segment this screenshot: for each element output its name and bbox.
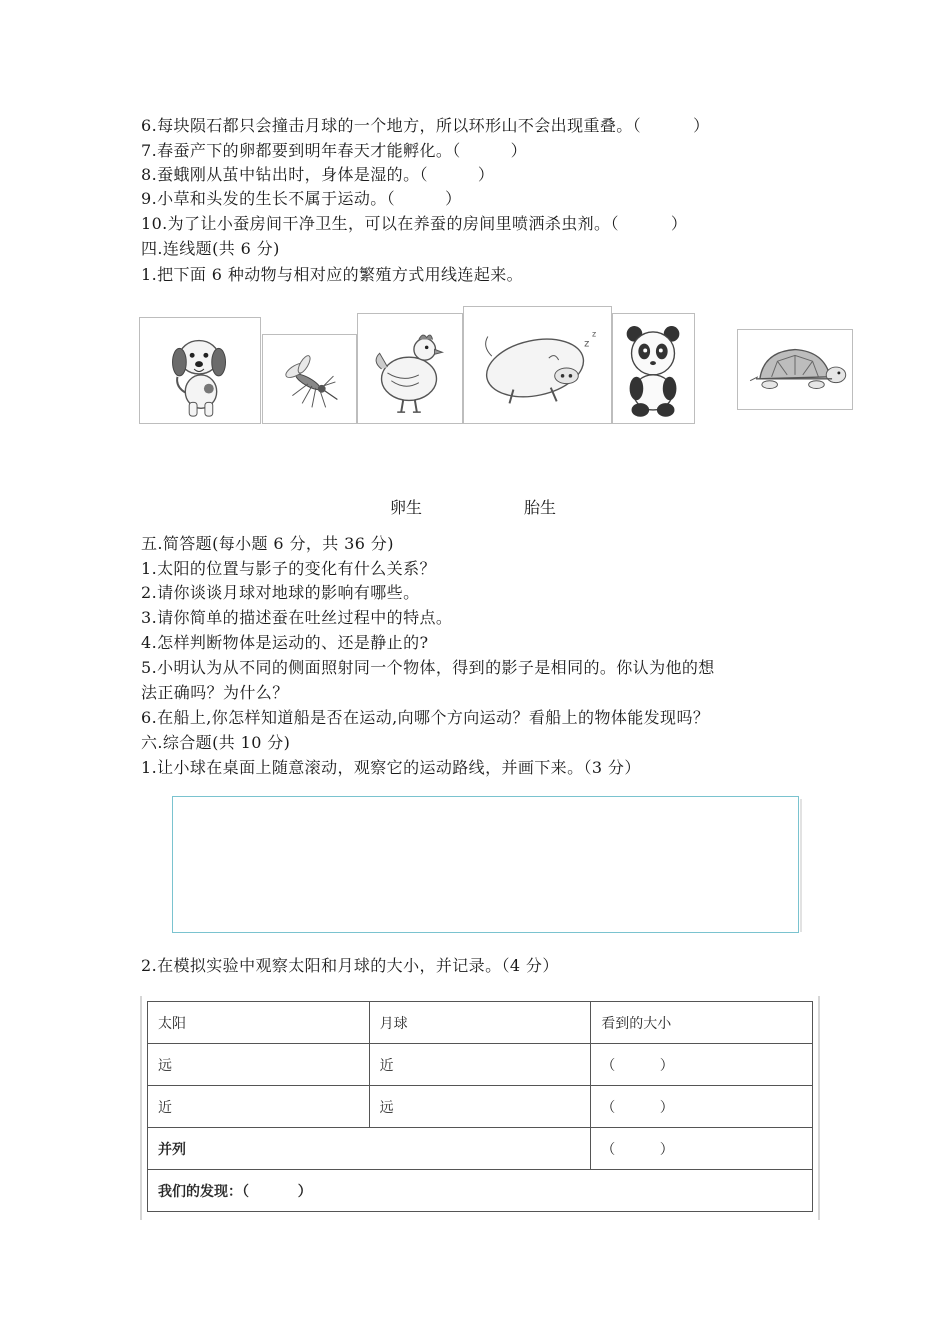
judgement-item-10: 10.为了让小蚕房间干净卫生，可以在养蚕的房间里喷洒杀虫剂。（ ）: [141, 214, 688, 233]
cell-sun: 近: [148, 1086, 370, 1128]
section5-question-5-cont: 法正确吗？为什么？: [141, 683, 289, 702]
section6-question-2: 2.在模拟实验中观察太阳和月球的大小，并记录。（4 分）: [141, 956, 559, 975]
mosquito-picture: [262, 334, 357, 424]
cell-sun: 远: [148, 1044, 370, 1086]
cell-moon: 近: [369, 1044, 591, 1086]
drawing-area[interactable]: [172, 796, 799, 933]
option-oviparous: 卵生: [390, 498, 423, 517]
panda-picture: [612, 313, 695, 424]
section5-heading: 五.简答题(每小题 6 分，共 36 分): [141, 534, 394, 553]
judgement-item-6: 6.每块陨石都只会撞击月球的一个地方，所以环形山不会出现重叠。（ ）: [141, 116, 710, 135]
section6-question-1: 1.让小球在桌面上随意滚动，观察它的运动路线，并画下来。（3 分）: [141, 758, 641, 777]
section5-question-1: 1.太阳的位置与影子的变化有什么关系？: [141, 559, 436, 578]
header-moon: 月球: [369, 1002, 591, 1044]
cell-answer[interactable]: （ ）: [591, 1128, 813, 1170]
option-viviparous: 胎生: [524, 498, 557, 517]
table-header-row: [148, 1002, 813, 1044]
judgement-item-7: 7.春蚕产下的卵都要到明年春天才能孵化。（ ）: [141, 141, 528, 160]
section5-question-3: 3.请你简单的描述蚕在吐丝过程中的特点。: [141, 608, 453, 627]
pig-picture: [463, 306, 612, 424]
svg-text:z: z: [584, 338, 590, 350]
table-row: [148, 1170, 813, 1212]
cell-side-by-side: 并列: [148, 1128, 591, 1170]
cell-answer[interactable]: （ ）: [591, 1086, 813, 1128]
table-row: [148, 1044, 813, 1086]
table-row: [148, 1086, 813, 1128]
hen-picture: [357, 313, 463, 424]
cell-finding[interactable]: 我们的发现：（ ）: [148, 1170, 813, 1212]
section5-question-5: 5.小明认为从不同的侧面照射同一个物体，得到的影子是相同的。你认为他的想: [141, 658, 715, 677]
observation-table: [147, 1001, 813, 1212]
turtle-picture: [737, 329, 853, 410]
section4-question-1: 1.把下面 6 种动物与相对应的繁殖方式用线连起来。: [141, 265, 524, 284]
svg-text:z: z: [592, 329, 597, 339]
section5-question-4: 4.怎样判断物体是运动的、还是静止的?: [141, 633, 429, 652]
header-seen-size: 看到的大小: [591, 1002, 813, 1044]
section5-question-2: 2.请你谈谈月球对地球的影响有哪些。: [141, 583, 420, 602]
table-row: [148, 1128, 813, 1170]
cell-answer[interactable]: （ ）: [591, 1044, 813, 1086]
header-sun: 太阳: [148, 1002, 370, 1044]
dog-picture: [139, 317, 261, 424]
judgement-item-9: 9.小草和头发的生长不属于运动。（ ）: [141, 189, 462, 208]
section5-question-6: 6.在船上,你怎样知道船是否在运动,向哪个方向运动？看船上的物体能发现吗？: [141, 708, 710, 727]
judgement-item-8: 8.蚕蛾刚从茧中钻出时，身体是湿的。（ ）: [141, 165, 495, 184]
section4-heading: 四.连线题(共 6 分): [141, 239, 280, 258]
section6-heading: 六.综合题(共 10 分): [141, 733, 291, 752]
cell-moon: 远: [369, 1086, 591, 1128]
